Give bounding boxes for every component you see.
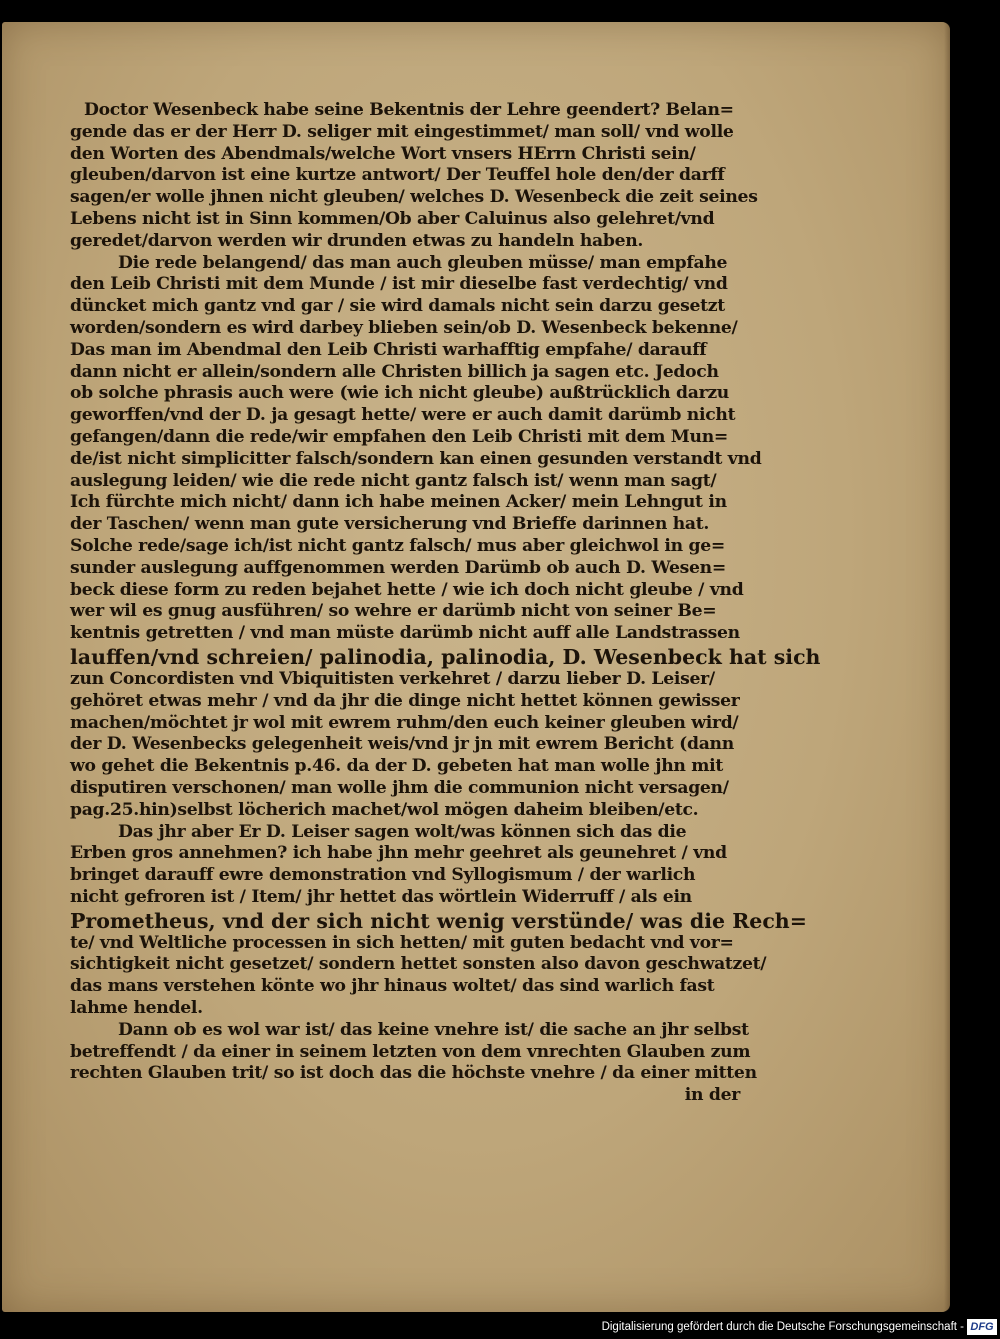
text-line: kentnis getretten / vnd man müste darümb nicht auff alle Landstrassen [70, 623, 740, 644]
text-line: zun Concordisten vnd Vbiquitisten verkehret / darzu lieber D. Leiser/ [70, 668, 715, 689]
text-line: Solche rede/sage ich/ist nicht gantz falsch/ mus aber gleichwol in ge= [70, 535, 725, 556]
text-line: gende das er der Herr D. seliger mit eingestimmet/ man soll/ vnd wolle [70, 121, 734, 142]
text-line: Das man im Abendmal den Leib Christi warhafftig empfahe/ darauff [70, 339, 707, 360]
text-line: lauffen/vnd schreien/ palinodia, palinodia, D. Wesenbeck hat sich [70, 644, 821, 669]
page-edge-shadow [944, 22, 950, 1312]
text-line: Prometheus, vnd der sich nicht wenig verstünde/ was die Rech= [70, 908, 807, 933]
text-line: pag.25.hin)selbst löcherich machet/wol mögen daheim bleiben/etc. [70, 799, 699, 820]
text-line: Lebens nicht ist in Sinn kommen/Ob aber Caluinus also gelehret/vnd [70, 208, 715, 229]
text-line: Doctor Wesenbeck habe seine Bekentnis der Lehre geendert? Belan= [84, 100, 734, 120]
text-line: Dann ob es wol war ist/ das keine vnehre ist/ die sache an jhr selbst [118, 1019, 749, 1040]
text-line: sagen/er wolle jhnen nicht gleuben/ welches D. Wesenbeck die zeit seines [70, 187, 758, 208]
footer-bar [0, 1312, 1000, 1339]
text-line: dann nicht er allein/sondern alle Christen billich ja sagen etc. Jedoch [70, 361, 719, 382]
text-line: worden/sondern es wird darbey blieben sein/ob D. Wesenbeck bekenne/ [70, 317, 738, 338]
text-line: den Leib Christi mit dem Munde / ist mir dieselbe fast verdechtig/ vnd [70, 274, 728, 295]
text-line: nicht gefroren ist / Item/ jhr hettet das wörtlein Widerruff / als ein [70, 886, 692, 907]
text-line: bringet darauff ewre demonstration vnd Syllogismum / der warlich [70, 865, 696, 886]
text-line: ob solche phrasis auch were (wie ich nicht gleube) außtrücklich darzu [70, 383, 730, 404]
book-page [2, 22, 950, 1312]
text-line: lahme hendel. [70, 998, 203, 1019]
text-line: Die rede belangend/ das man auch gleuben müsse/ man empfahe [118, 252, 728, 273]
catchword: in der [684, 1085, 740, 1106]
text-line: beck diese form zu reden bejahet hette / wie ich doch nicht gleube / vnd [70, 579, 744, 600]
text-line: rechten Glauben trit/ so ist doch das die höchste vnehre / da einer mitten [70, 1063, 757, 1084]
page-text [70, 100, 821, 1107]
text-line: der Taschen/ wenn man gute versicherung vnd Brieffe darinnen hat. [70, 514, 710, 535]
text-line: gehöret etwas mehr / vnd da jhr die dinge nicht hettet können gewisser [70, 690, 740, 711]
text-line: der D. Wesenbecks gelegenheit weis/vnd jr jn mit ewrem Bericht (dann [70, 734, 734, 755]
text-line: den Worten des Abendmals/welche Wort vnsers HErrn Christi sein/ [70, 143, 696, 164]
text-line: gleuben/darvon ist eine kurtze antwort/ Der Teuffel hole den/der darff [70, 165, 725, 186]
text-line: te/ vnd Weltliche processen in sich hetten/ mit guten bedacht vnd vor= [70, 932, 734, 953]
text-line: sunder auslegung auffgenommen werden Darümb ob auch D. Wesen= [70, 557, 726, 578]
text-line: das mans verstehen könte wo jhr hinaus woltet/ das sind warlich fast [70, 976, 715, 997]
text-line: Ich fürchte mich nicht/ dann ich habe meinen Acker/ mein Lehngut in [70, 492, 727, 513]
text-line: de/ist nicht simplicitter falsch/sondern kan einen gesunden verstandt vnd [70, 448, 762, 469]
text-line: gefangen/dann die rede/wir empfahen den Leib Christi mit dem Mun= [70, 426, 729, 447]
text-line: düncket mich gantz vnd gar / sie wird damals nicht sein darzu gesetzt [70, 296, 725, 317]
text-line: Erben gros annehmen? ich habe jhn mehr geehret als geunehret / vnd [70, 843, 727, 864]
text-line: auslegung leiden/ wie die rede nicht gantz falsch ist/ wenn man sagt/ [70, 470, 717, 491]
text-line: machen/möchtet jr wol mit ewrem ruhm/den euch keiner gleuben wird/ [70, 712, 739, 733]
text-line: wer wil es gnug ausführen/ so wehre er darümb nicht von seiner Be= [70, 601, 717, 622]
text-line: sichtigkeit nicht gesetzet/ sondern hettet sonsten also davon geschwatzet/ [70, 954, 767, 975]
text-line: betreffendt / da einer in seinem letzten von dem vnrechten Glauben zum [70, 1041, 751, 1062]
text-line: geworffen/vnd der D. ja gesagt hette/ were er auch damit darümb nicht [70, 405, 736, 426]
funding-note: Digitalisierung gefördert durch die Deutsche Forschungsgemeinschaft - [601, 1321, 964, 1333]
dfg-logo-icon: DFG [967, 1319, 997, 1335]
text-line: disputiren verschonen/ man wolle jhm die communion nicht versagen/ [70, 777, 729, 798]
text-line: geredet/darvon werden wir drunden etwas zu handeln haben. [70, 230, 644, 251]
text-line: wo gehet die Bekentnis p.46. da der D. gebeten hat man wolle jhn mit [70, 756, 724, 777]
text-line: Das jhr aber Er D. Leiser sagen wolt/was können sich das die [118, 821, 687, 842]
